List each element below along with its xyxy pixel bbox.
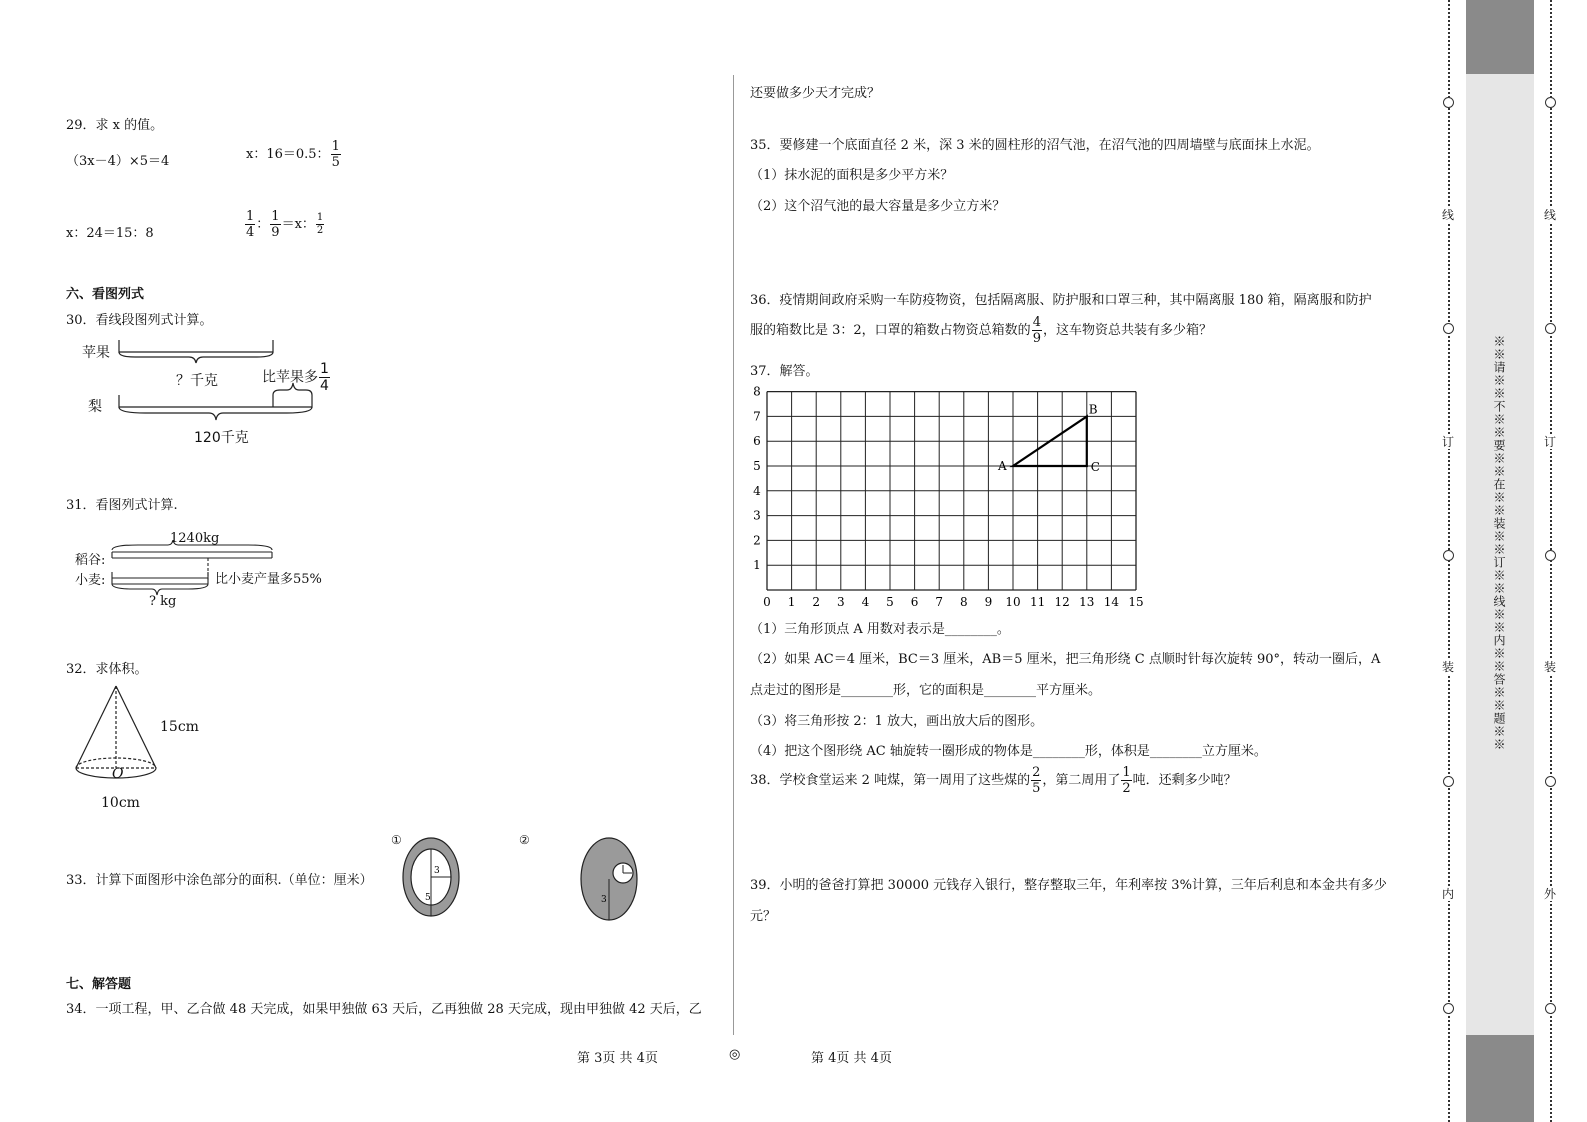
q36-line1: 36．疫情期间政府采购一车防疫物资，包括隔离服、防护服和口罩三种，其中隔离服 180 箱，隔离服和防护 xyxy=(750,293,1372,308)
binding-label: 内 xyxy=(1442,887,1455,901)
q39-line2: 元？ xyxy=(750,909,777,924)
q29-title: 29．求 x 的值。 xyxy=(66,118,164,133)
binding-label: 装 xyxy=(1544,660,1557,674)
binding-dotted-line xyxy=(1448,0,1454,1122)
section-6-heading: 六、看图列式 xyxy=(66,287,145,302)
q33-title: 33．计算下面图形中涂色部分的面积.（单位：厘米） xyxy=(66,873,373,888)
q30-total-label: 120千克 xyxy=(194,430,249,446)
q37-part3: （3）将三角形按 2：1 放大，画出放大后的图形。 xyxy=(750,714,1044,729)
x-tick-label: 10 xyxy=(1005,595,1021,609)
q38-text: 38．学校食堂运来 2 吨煤，第一周用了这些煤的 $\frac{2}{5}$ ，第二周用了 $\frac{1}{2}$ 吨．还剩多少吨？ xyxy=(750,765,1237,796)
q33-figure2-marker: ② xyxy=(519,833,530,847)
y-tick-label: 6 xyxy=(753,434,761,449)
q32-height-label: 15cm xyxy=(160,719,199,735)
x-tick-label: 14 xyxy=(1103,595,1120,609)
q35-title: 35．要修建一个底面直径 2 米，深 3 米的圆柱形的沼气池，在沼气池的四周墙壁与底面抹上水泥。 xyxy=(750,138,1320,153)
y-tick-label: 4 xyxy=(753,483,761,498)
q29-eq3: x：24＝15：8 xyxy=(66,226,154,241)
binding-hole-circle xyxy=(1545,1003,1556,1014)
q35-part1: （1）抹水泥的面积是多少平方米？ xyxy=(750,168,954,183)
x-tick-label: 8 xyxy=(959,595,968,609)
x-tick-label: 6 xyxy=(910,595,919,609)
binding-label: 订 xyxy=(1442,435,1455,449)
q31-total-label: 1240kg xyxy=(170,531,220,546)
binding-label: 外 xyxy=(1544,887,1557,901)
q32-title: 32．求体积。 xyxy=(66,662,148,677)
q35-part2: （2）这个沼气池的最大容量是多少立方米？ xyxy=(750,199,1006,214)
q37-part2-line2: 点走过的图形是________形，它的面积是________平方厘米。 xyxy=(750,683,1102,698)
svg-text:3: 3 xyxy=(601,895,607,905)
y-tick-label: 7 xyxy=(753,409,761,424)
q34-continued: 还要做多少天才完成？ xyxy=(750,86,881,101)
gutter-bottom-block xyxy=(1466,1035,1534,1122)
q31-wheat-label: 小麦: xyxy=(75,573,106,588)
q37-part2-line1: （2）如果 AC＝4 厘米，BC＝3 厘米，AB＝5 厘米，把三角形绕 C 点顺时针每次旋转 90°，转动一圈后，A xyxy=(750,652,1381,667)
q36-line2: 服的箱数比是 3：2，口罩的箱数占物资总箱数的 $\frac{4}{9}$ ，这车物资总共装有多少箱？ xyxy=(750,315,1212,346)
binding-label: 线 xyxy=(1442,208,1455,222)
x-tick-label: 3 xyxy=(836,595,845,609)
binding-label: 装 xyxy=(1442,660,1455,674)
gutter-warning-text: ※※请※※不※※要※※在※※装※※订※※线※※内※※答※※题※※ xyxy=(1492,335,1506,751)
x-tick-label: 1 xyxy=(787,595,796,609)
binding-hole-circle xyxy=(1545,97,1556,108)
q29-eq1: （3x－4）×5＝4 xyxy=(66,154,170,169)
binding-label: 订 xyxy=(1544,435,1557,449)
page-divider xyxy=(733,75,734,1035)
binding-hole-circle xyxy=(1443,550,1454,561)
binding-hole-circle xyxy=(1443,323,1454,334)
x-tick-label: 11 xyxy=(1029,595,1046,609)
q37-part1: （1）三角形顶点 A 用数对表示是________。 xyxy=(750,622,1010,637)
vertex-b-label: B xyxy=(1088,402,1098,417)
y-tick-label: 3 xyxy=(753,508,761,523)
q29-eq2: x：16＝0.5： $\frac{1}{5}$ xyxy=(246,139,340,170)
q30-title: 30．看线段图列式计算。 xyxy=(66,313,213,328)
svg-text:5: 5 xyxy=(425,893,431,903)
x-tick-label: 15 xyxy=(1128,595,1144,609)
x-tick-label: 7 xyxy=(935,595,944,609)
q37-coordinate-grid xyxy=(746,380,1156,612)
x-tick-label: 2 xyxy=(812,595,821,609)
y-tick-label: 1 xyxy=(753,558,761,573)
binding-hole-circle xyxy=(1443,1003,1454,1014)
q31-unknown-label: ? kg xyxy=(149,594,177,609)
x-tick-label: 0 xyxy=(763,595,771,609)
binding-hole-circle xyxy=(1545,323,1556,334)
q32-diameter-label: 10cm xyxy=(101,795,140,811)
q29-eq4: $\frac{1}{4}$ ： $\frac{1}{9}$ ＝x： $\frac{1}{2}$ xyxy=(246,209,324,240)
q31-rice-label: 稻谷: xyxy=(75,553,106,568)
q37-part4: （4）把这个图形绕 AC 轴旋转一圈形成的物体是________形，体积是________立方厘米。 xyxy=(750,744,1267,759)
gutter-top-block xyxy=(1466,0,1534,74)
y-tick-label: 8 xyxy=(753,384,761,399)
y-tick-label: 5 xyxy=(753,459,761,473)
q39-line1: 39．小明的爸爸打算把 30000 元钱存入银行，整存整取三年，年利率按 3%计算，三年后利息和本金共有多少 xyxy=(750,878,1387,893)
binding-hole-circle xyxy=(1545,776,1556,787)
footer-page-4: 第 4页 共 4页 xyxy=(811,1051,892,1066)
binding-hole-circle xyxy=(1443,776,1454,787)
binding-dotted-line xyxy=(1550,0,1556,1122)
q30-more-label: 比苹果多 $\frac{1}{4}$ xyxy=(262,361,329,394)
binding-label: 线 xyxy=(1544,208,1557,222)
q30-pear-label: 梨 xyxy=(88,399,102,415)
q32-center-label: O xyxy=(112,766,124,782)
x-tick-label: 9 xyxy=(984,595,993,609)
vertex-a-label: A xyxy=(998,459,1007,473)
q34-text: 34．一项工程，甲、乙合做 48 天完成，如果甲独做 63 天后，乙再独做 28 天完成，现由甲独做 42 天后，乙 xyxy=(66,1002,702,1017)
section-7-heading: 七、解答题 xyxy=(66,977,132,992)
q33-figure1-marker: ① xyxy=(391,833,402,847)
binding-hole-circle xyxy=(1443,97,1454,108)
x-tick-label: 12 xyxy=(1054,595,1070,609)
q31-more-label: 比小麦产量多55% xyxy=(215,572,322,587)
x-tick-label: 4 xyxy=(861,595,870,609)
q33-figure2-circle xyxy=(580,836,640,922)
q33-figure1-ring xyxy=(401,836,463,918)
x-tick-label: 13 xyxy=(1079,595,1095,609)
q30-apple-label: 苹果 xyxy=(82,345,110,361)
q30-unknown-label: ？千克 xyxy=(176,373,218,389)
q31-title: 31．看图列式计算. xyxy=(66,498,178,513)
footer-symbol: ◎ xyxy=(729,1047,741,1062)
binding-hole-circle xyxy=(1545,550,1556,561)
x-tick-label: 5 xyxy=(886,595,894,609)
y-tick-label: 2 xyxy=(753,533,761,548)
vertex-c-label: C xyxy=(1090,460,1100,474)
svg-text:3: 3 xyxy=(434,866,440,876)
footer-page-3: 第 3页 共 4页 xyxy=(577,1051,658,1066)
q37-title: 37．解答。 xyxy=(750,364,819,379)
